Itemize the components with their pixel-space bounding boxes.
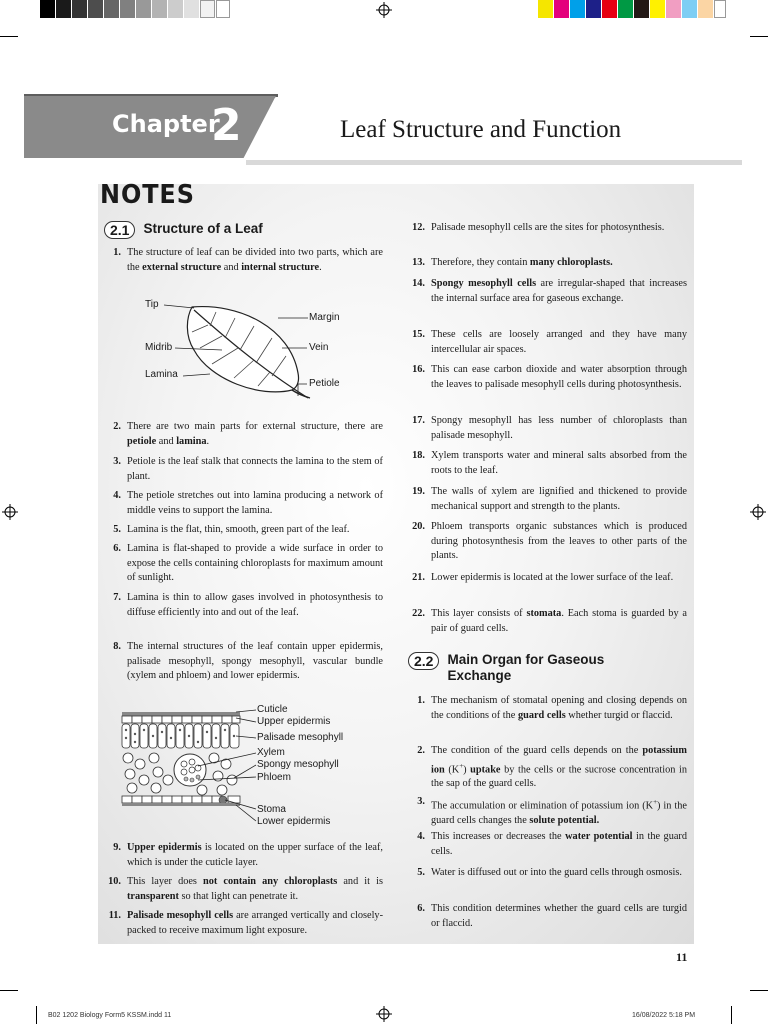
section-title-line: Main Organ for Gaseous (447, 652, 605, 667)
list-item: 5. Water is diffused out or into the guard cells through osmosis. (417, 867, 682, 878)
list-item: 17. Spongy mesophyll has less number of chloroplasts than palisade mesophyll. (412, 415, 687, 441)
section-badge: 2.1 (104, 221, 135, 239)
chapter-title-underline (246, 160, 742, 165)
crop-mark (750, 36, 768, 37)
notes-heading: NOTES (100, 180, 195, 210)
leaf-cross-section-diagram (118, 708, 258, 830)
crop-mark (0, 990, 18, 991)
list-item: 2. There are two main parts for external structure, there are petiole and lamina. (113, 421, 383, 447)
section-title (447, 652, 604, 684)
list-item: 2. The condition of the guard cells depends on the potassium ion (K+) uptake by the cells or the sucrose concentration in the sap of the guard cells. (417, 745, 687, 790)
list-item: 21. Lower epidermis is located at the lower surface of the leaf. (412, 572, 674, 583)
registration-mark-icon (376, 2, 392, 18)
list-item: 11. Palisade mesophyll cells are arranged vertically and closely-packed to receive maximum light exposure. (108, 910, 384, 936)
diagram-label: Xylem (257, 747, 285, 758)
section-badge: 2.2 (408, 652, 439, 670)
list-item: 1. The mechanism of stomatal opening and closing depends on the conditions of the guard cells whether turgid or flaccid. (417, 695, 687, 721)
section-2-2-heading (408, 652, 604, 684)
grayscale-color-bar (40, 0, 230, 18)
list-item: 18. Xylem transports water and mineral salts absorbed from the roots to the leaf. (412, 450, 687, 476)
list-item: 1. The structure of leaf can be divided into two parts, which are the external structure and internal structure. (113, 247, 383, 273)
page-number: 11 (676, 950, 688, 964)
diagram-label: Vein (309, 342, 329, 353)
list-item: 3. The accumulation or elimination of potassium ion (K+) in the guard cells changes the solute potential. (417, 796, 687, 826)
crop-mark (731, 1006, 732, 1024)
diagram-label: Tip (145, 299, 159, 310)
crop-mark (36, 1006, 37, 1024)
section-title: Structure of a Leaf (143, 221, 263, 236)
crop-mark (0, 36, 18, 37)
diagram-label: Upper epidermis (257, 716, 331, 727)
list-item: 10. This layer does not contain any chloroplasts and it is transparent so that light can penetrate it. (108, 876, 383, 902)
list-item: 3. Petiole is the leaf stalk that connects the lamina to the stem of plant. (113, 456, 383, 482)
diagram-label: Phloem (257, 772, 291, 783)
diagram-label: Lower epidermis (257, 816, 331, 827)
registration-mark-icon (2, 504, 18, 520)
diagram-label: Lamina (145, 369, 178, 380)
diagram-label: Margin (309, 312, 340, 323)
list-item: 9. Upper epidermis is located on the upper surface of the leaf, which is under the cuticle layer. (113, 842, 383, 868)
chapter-title: Leaf Structure and Function (340, 116, 622, 143)
list-item: 6. Lamina is flat-shaped to provide a wide surface in order to expose the cells containing chloroplasts for maximum amount of sunlight. (113, 543, 383, 583)
list-item: 7. Lamina is thin to allow gases involved in photosynthesis to diffuse efficiently into and out of the leaf. (113, 592, 383, 618)
list-item: 19. The walls of xylem are lignified and thickened to provide mechanical support and strength to the plants. (412, 486, 687, 512)
list-item: 16. This can ease carbon dioxide and water absorption through the leaves to palisade mesophyll cells during photosynthesis. (412, 364, 687, 390)
footer-date: 16/08/2022 5:18 PM (632, 1012, 696, 1019)
list-item: 4. The petiole stretches out into lamina producing a network of middle veins to support the lamina. (113, 490, 383, 516)
footer-file-info: B02 1202 Biology Form5 KSSM.indd 11 (48, 1012, 172, 1019)
diagram-label: Palisade mesophyll (257, 732, 344, 743)
crop-mark (750, 990, 768, 991)
diagram-label: Spongy mesophyll (257, 759, 339, 770)
list-item: 13. Therefore, they contain many chloroplasts. (412, 257, 613, 268)
list-item: 22. This layer consists of stomata. Each stoma is guarded by a pair of guard cells. (412, 608, 688, 634)
section-title-line: Exchange (447, 668, 512, 683)
list-item: 15. These cells are loosely arranged and they have many intercellular air spaces. (412, 329, 687, 355)
list-item: 5. Lamina is the flat, thin, smooth, green part of the leaf. (113, 524, 350, 535)
diagram-label: Cuticle (257, 704, 288, 715)
diagram-label: Petiole (309, 378, 340, 389)
diagram-label: Midrib (145, 342, 173, 353)
chapter-number: 2 (211, 100, 242, 151)
chapter-label: Chapter (112, 110, 220, 138)
process-color-bar (538, 0, 726, 18)
list-item: 20. Phloem transports organic substances which is produced during photosynthesis from the leaves to other parts of the plants. (412, 521, 687, 561)
registration-mark-icon (750, 504, 766, 520)
list-item: 6. This condition determines whether the guard cells are turgid or flaccid. (417, 903, 687, 929)
diagram-label: Stoma (257, 804, 286, 815)
list-item: 14. Spongy mesophyll cells are irregular-shaped that increases the internal surface area for gaseous exchange. (412, 278, 687, 304)
list-item: 4. This increases or decreases the water potential in the guard cells. (417, 831, 687, 857)
list-item: 8. The internal structures of the leaf contain upper epidermis, palisade mesophyll, spongy mesophyll, vascular bundle (xylem and phloem) and lower epidermis. (113, 641, 383, 681)
registration-mark-icon (376, 1006, 392, 1022)
list-item: 12. Palisade mesophyll cells are the sites for photosynthesis. (412, 222, 665, 233)
section-2-1-heading (104, 221, 263, 239)
